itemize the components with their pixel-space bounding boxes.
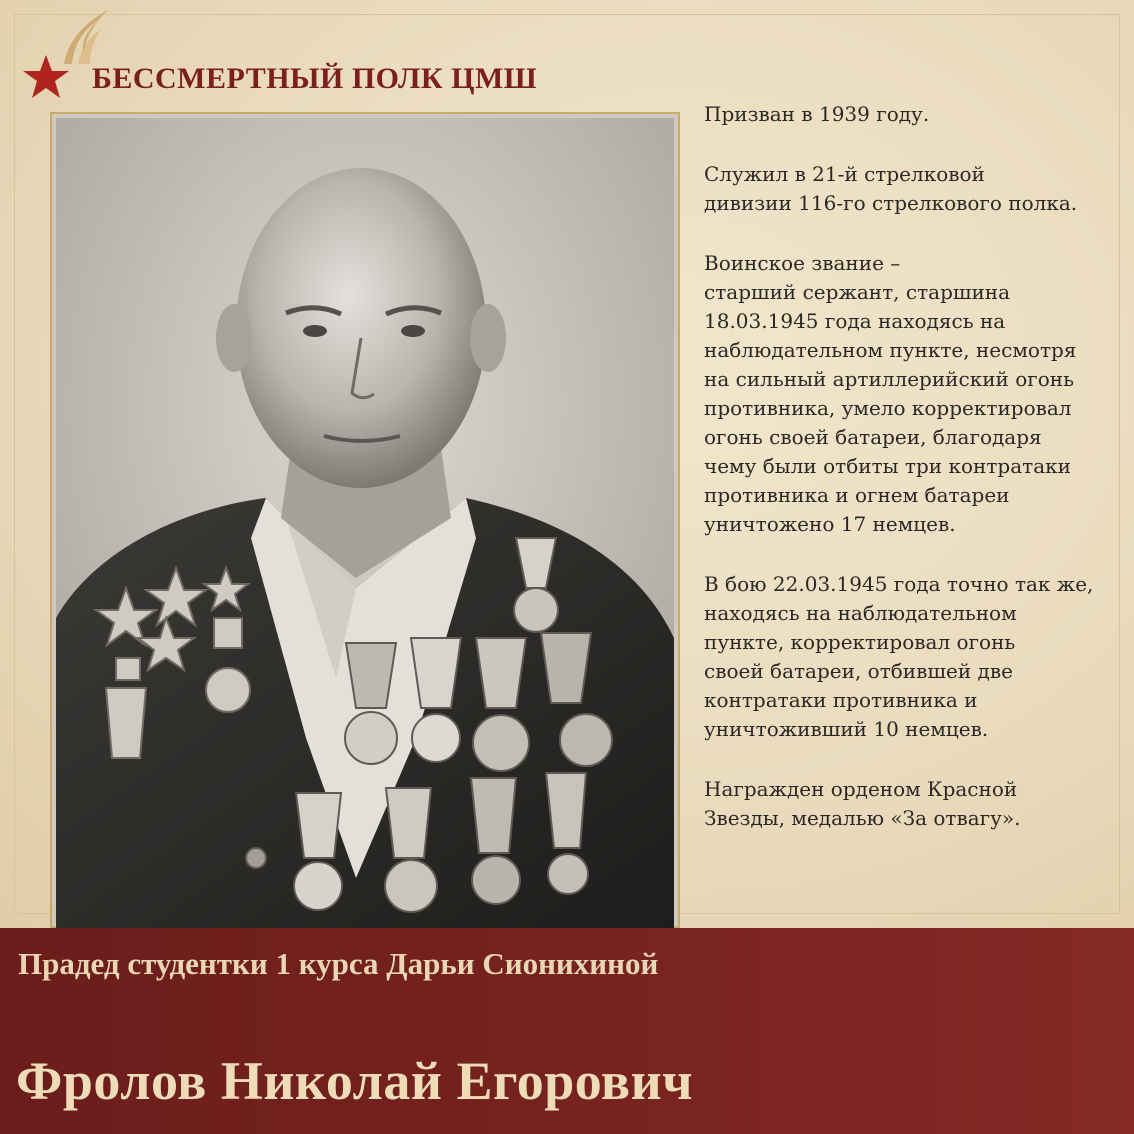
brand-title: БЕССМЕРТНЫЙ ПОЛК ЦМШ [92,62,538,95]
biography-text [704,100,1128,864]
relation-subtitle: Прадед студентки 1 курса Дарьи Сионихиной [18,946,659,981]
bio-paragraph-rank: Воинское звание – старший сержант, старшина 18.03.1945 года находясь на наблюдательном пункте, несмотря на сильный артиллерийский огонь противника, умело корректировал огонь своей батареи, благодаря чему были отбиты три контратаки противника и огнем батареи уничтожено 17 немцев. [704,251,1077,536]
brand-header [22,8,622,104]
bio-paragraph-conscription: Призван в 1939 году. [704,102,930,126]
bio-paragraph-service: Служил в 21-й стрелковой дивизии 116-го стрелкового полка. [704,162,1078,215]
red-star-icon [22,54,70,100]
bio-paragraph-battle: В бою 22.03.1945 года точно так же, находясь на наблюдательном пункте, корректировал огонь своей батареи, отбившей две контратаки противника и уничтоживший 10 немцев. [704,572,1094,741]
portrait-photo [50,112,680,928]
bio-paragraph-awards: Награжден орденом Красной Звезды, медалью «За отвагу». [704,777,1021,830]
person-name: Фролов Николай Егорович [16,1051,694,1111]
